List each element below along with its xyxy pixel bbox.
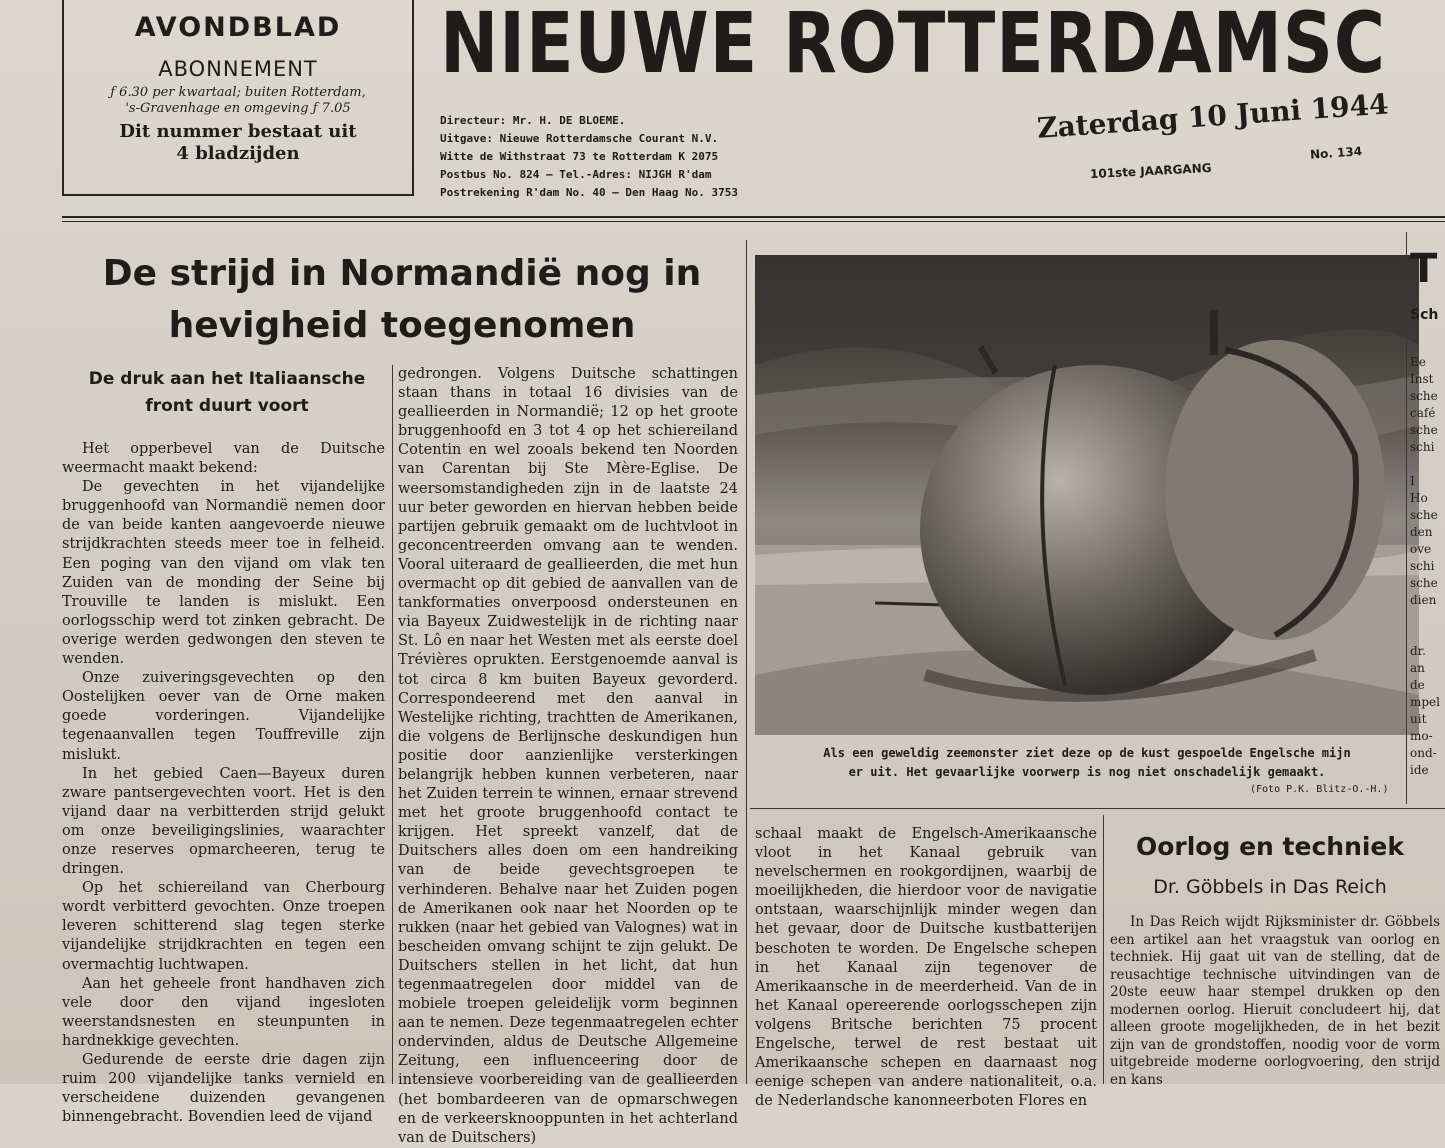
cut-text-lines	[1410, 354, 1445, 779]
paragraph: Aan het geheele front handhaven zich vele door den vijand ingesloten weerstandsnesten en steunpunten in hardnekkige gevechten.	[62, 975, 385, 1049]
page-count-line-2: 4 bladzijden	[176, 143, 300, 164]
cut-text-line: Ho	[1410, 491, 1428, 505]
cut-text-line: an	[1410, 661, 1425, 675]
sea-mine-photo	[755, 255, 1419, 735]
paragraph: In Das Reich wijdt Rijksminister dr. Göbbels een artikel aan het vraagstuk van oorlog en techniek. Hij gaat uit van de stelling, dat de reusachtige technische uitvindingen van de 20ste eeuw haar stempel drukken op den modernen oorlog. Hieruit concludeert hij, dat alleen groote mogelijkheden, de in het bezit zijn van de grondstoffen, noodig voor de vorm uitgebreide moderne oorlogvoering, den strijd en kans	[1110, 914, 1440, 1088]
cut-text-line: café	[1410, 406, 1436, 420]
avondblad-label: AVONDBLAD	[134, 12, 342, 43]
cut-text-line: den	[1410, 525, 1433, 539]
paragraph: Het opperbevel van de Duitsche weermacht maakt bekend:	[62, 441, 385, 477]
newspaper-title: NIEUWE ROTTERDAMSC	[440, 0, 1386, 92]
column-divider	[392, 365, 393, 1084]
masthead-rule	[62, 216, 1445, 218]
paragraph: De gevechten in het vijandelijke bruggenhoofd van Normandië nemen door de van beide kanten aangevoerde nieuwe strijdkrachten steeds meer toe in felheid. Een poging van den vijand om vlak ten Zuiden van de monding der Seine bij Trouville te landen is mislukt. Een oorlogsschip werd tot zinken gebracht. De overige werden gedwongen den steven te wenden.	[62, 479, 385, 668]
oorlog-subheadline: Dr. Göbbels in Das Reich	[1153, 876, 1387, 898]
issue-date: Zaterdag 10 Juni 1944	[1036, 87, 1390, 145]
caption-line-1: Als een geweldig zeemonster ziet deze op de kust gespoelde Engelsche mijn	[823, 746, 1351, 760]
paragraph: Gedurende de eerste drie dagen zijn ruim 200 vijandelijke tanks vernield en verscheidene duizenden gevangenen binnengebracht. Bovendien leed de vijand	[62, 1052, 385, 1126]
section-rule	[750, 808, 1445, 809]
issue-number: No. 134	[1309, 144, 1363, 162]
cut-text-line: de	[1410, 678, 1425, 692]
article-column-2	[398, 365, 738, 1146]
article-column-1	[62, 440, 385, 1126]
paragraph: gedrongen. Volgens Duitsche schattingen staan thans in totaal 16 divisies van de geallieerden in Normandië; 12 op het groote bruggenhoofd en 3 tot 4 op het schiereiland Cotentin en wel zooals bekend ten Noorden van Carentan bij Ste Mère-Eglise. De weersomstandigheden zijn in de laatste 24 uur beter geworden en hiervan hebben beide partijen gebruik gemaakt om de luchtvloot in geconcentreerden omvang aan te wenden. Vooral uiteraard de geallieerden, die met hun overmacht op dit gebied de aanvallen van de tankformaties onverpoosd ondersteunen en via Bayeux Zuidwestelijk in de richting naar St. Lô en naar het Westen met als eerste doel Trévières oprukten. Eerstgenoemde aanval is tot circa 8 km buiten Bayeux gevorderd. Correspondeerend met den aanval in Westelijke richting, trachtten de Amerikanen, die volgens de Berlijnsche deskundigen hun positie door aanzienlijke versterkingen belangrijk hebben kunnen verbeteren, naar het Zuiden terrein te winnen, ernaar strevend met het groote bruggenhoofd contact te krijgen. Het spreekt vanzelf, dat de Duitschers alles doen om een handreiking van de beide gevechtsgroepen te verhinderen. Behalve naar het Zuiden pogen de Amerikanen ook naar het Noorden op te rukken (naar het gebied van Valognes) wat in bescheiden omvang schijnt te zijn gelukt. De Duitschers stellen in het licht, dat hun tegenmaatregelen door middel van de mobiele troepen geleidelijk vorm beginnen aan te nemen. Deze tegenmaatregelen echter ondervinden, aldus de Deutsche Allgemeine Zeitung, een influenceering door de intensieve voorbereiding van de geallieerden (het bombardeeren van de opmarschwegen en de verkeersknooppunten in het achterland van de Duitschers)	[398, 366, 738, 1146]
cut-text-line: ide	[1410, 763, 1429, 777]
cut-headline: T	[1410, 246, 1438, 292]
article-column-3	[755, 825, 1097, 1110]
cut-subhead: Sch	[1410, 307, 1439, 323]
cut-text-line	[1410, 626, 1445, 643]
paragraph: Op het schiereiland van Cherbourg wordt verbitterd gevochten. Onze troepen leveren schitterend slag tegen sterke vijandelijke strijdkrachten en tegen een overmachtig luchtwapen.	[62, 880, 385, 973]
masthead-rule-thin	[62, 221, 1445, 222]
main-headline	[62, 248, 742, 352]
oorlog-article	[1110, 914, 1440, 1088]
cut-text-line: dr.	[1410, 644, 1426, 658]
cut-text-line: ove	[1410, 542, 1432, 556]
cut-text-line: sche	[1410, 423, 1438, 437]
column-divider	[1103, 815, 1104, 1084]
cut-text-line: schi	[1410, 559, 1435, 573]
cut-text-line: Inst	[1410, 372, 1434, 386]
paragraph: schaal maakt de Engelsch-Amerikaansche vloot in het Kanaal gebruik van nevelschermen en rookgordijnen, waarbij de moeilijkheden, die hierdoor voor de navigatie ontstaan, waarschijnlijk minder wegen dan het gevaar, door de Duitsche kustbatterijen beschoten te worden. De Engelsche schepen in het Kanaal zijn tegenover de Amerikaansche in de meerderheid. Van de in het Kanaal opereerende oorlogsschepen zijn volgens Britsche berichten 75 procent Engelsche, terwel de rest bestaat uit Amerikaansche schepen en daarnaast nog eenige schepen van andere nationaliteit, o.a. de Nederlandsche kanonneerboten Flores en	[755, 826, 1097, 1110]
cut-text-line: I	[1410, 474, 1415, 488]
cut-text-line: mpel	[1410, 695, 1440, 709]
headline-line-1: De strijd in Normandië nog in	[102, 253, 702, 294]
cut-text-line: ond-	[1410, 746, 1437, 760]
publisher-line: Uitgave: Nieuwe Rotterdamsche Courant N.V.	[440, 132, 719, 145]
sub-headline	[62, 366, 392, 420]
paragraph: Onze zuiveringsgevechten op den Oostelijken oever van de Orne maken goede vorderingen. Vijandelijke tegenaanvallen tegen Touffreville zijn mislukt.	[62, 670, 385, 763]
cut-text-line: Ee	[1410, 355, 1426, 369]
cut-text-line	[1410, 456, 1445, 473]
cut-text-line: mo-	[1410, 729, 1433, 743]
price-line-2: 's-Gravenhage en omgeving ƒ 7.05	[125, 101, 351, 116]
column-divider	[1406, 232, 1407, 804]
photo-caption	[755, 744, 1419, 782]
column-divider	[746, 240, 747, 1084]
price-line-1: ƒ 6.30 per kwartaal; buiten Rotterdam,	[110, 85, 366, 100]
cut-text-line: sche	[1410, 576, 1438, 590]
director-line: Directeur: Mr. H. DE BLOEME.	[440, 114, 626, 127]
abonnement-label: ABONNEMENT	[158, 57, 318, 81]
headline-line-2: hevigheid toegenomen	[168, 305, 636, 346]
paragraph: In het gebied Caen—Bayeux duren zware pantsergevechten voort. Het is den vijand daar na verbitterden strijd gelukt om onze beveiligingslinies, waarachter onze reserves opmarcheeren, terug te dringen.	[62, 765, 385, 878]
cut-text-line: uit	[1410, 712, 1427, 726]
sea-mine-image	[755, 255, 1419, 735]
oorlog-headline: Oorlog en techniek	[1135, 832, 1405, 861]
postbus-line: Postbus No. 824 — Tel.-Adres: NIJGH R'dam	[440, 168, 712, 181]
right-cut-column	[1410, 245, 1445, 805]
subhead-line-1: De druk aan het Italiaansche	[88, 369, 366, 389]
cut-text-line: sche	[1410, 508, 1438, 522]
cut-text-line	[1410, 609, 1445, 626]
photo-credit: (Foto P.K. Blitz-O.-H.)	[1250, 784, 1389, 795]
volume-label: 101ste JAARGANG	[1089, 160, 1212, 182]
cut-text-line: schi	[1410, 440, 1435, 454]
cut-text-line: sche	[1410, 389, 1438, 403]
postrekening-line: Postrekening R'dam No. 40 — Den Haag No. 3753	[440, 186, 739, 199]
publisher-info	[440, 112, 860, 202]
cut-text-line: dien	[1410, 593, 1437, 607]
subhead-line-2: front duurt voort	[145, 396, 309, 416]
subscription-box	[62, 0, 414, 196]
address-line: Witte de Withstraat 73 te Rotterdam K 2075	[440, 150, 719, 163]
caption-line-2: er uit. Het gevaarlijke voorwerp is nog niet onschadelijk gemaakt.	[848, 765, 1326, 779]
page-count-line-1: Dit nummer bestaat uit	[119, 121, 357, 142]
